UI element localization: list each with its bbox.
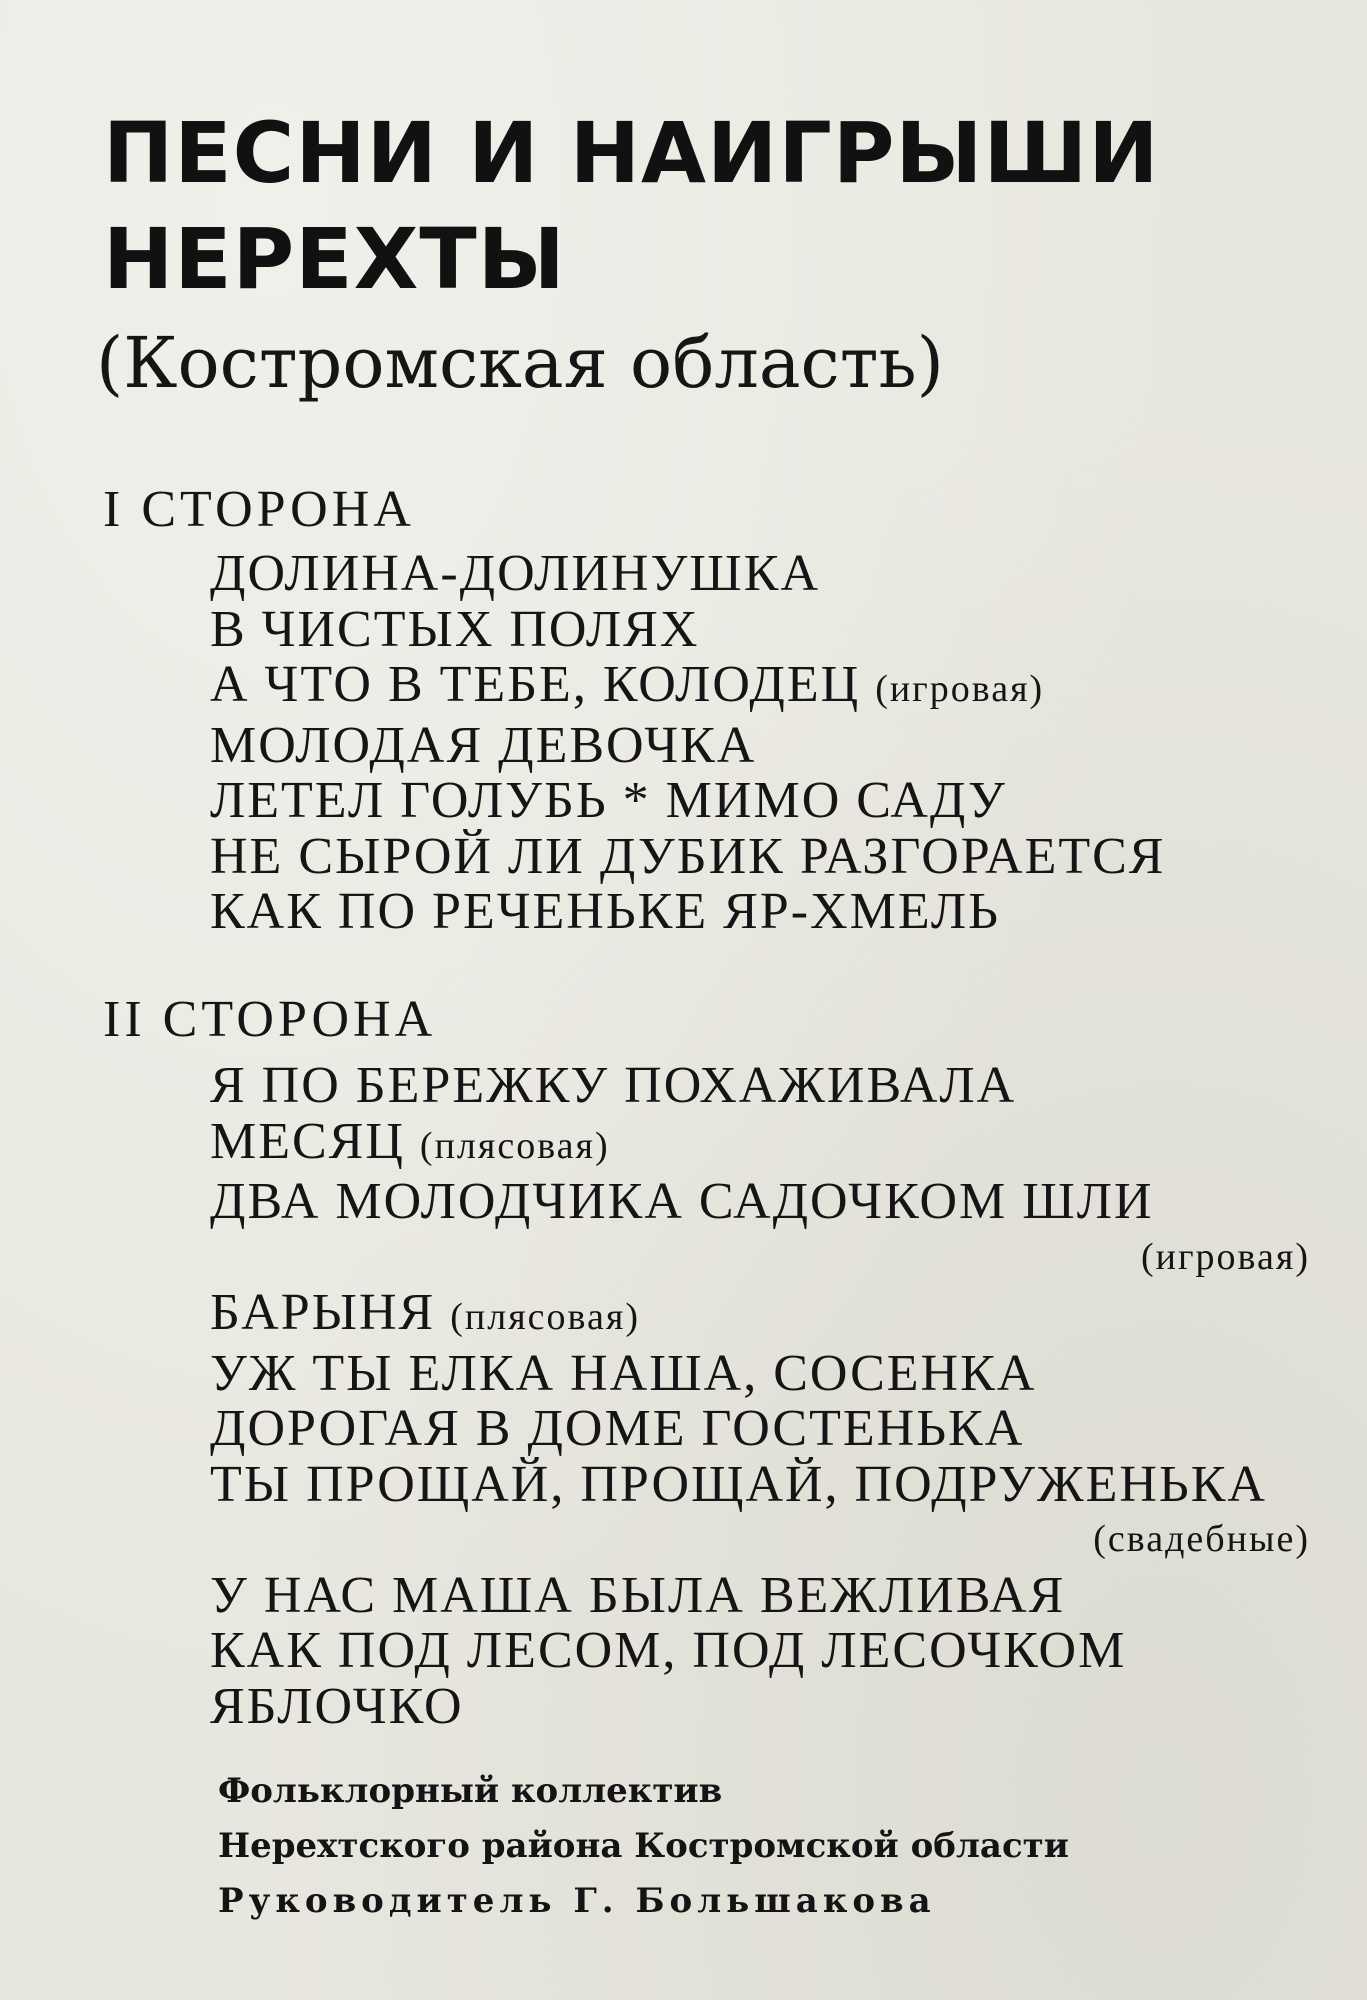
track-note: (плясовая)	[450, 1296, 640, 1338]
track-note: (игровая)	[875, 668, 1045, 710]
side-2-track-list	[210, 1058, 1310, 1734]
track-item	[210, 773, 1165, 829]
album-title	[103, 100, 1160, 312]
track-item	[210, 546, 1165, 602]
side-1-heading: I СТОРОНА	[103, 481, 415, 538]
track-title: НЕ СЫРОЙ ЛИ ДУБИК РАЗГОРАЕТСЯ	[210, 827, 1166, 885]
track-title: УЖ ТЫ ЕЛКА НАША, СОСЕНКА	[210, 1344, 1037, 1402]
track-title: ЯБЛОЧКО	[210, 1677, 464, 1735]
track-note: (свадебные)	[1093, 1518, 1310, 1560]
track-note: (плясовая)	[419, 1124, 610, 1167]
track-item	[210, 1285, 1310, 1346]
track-item	[210, 1512, 1310, 1568]
track-title: КАК ПО РЕЧЕНЬКЕ ЯР-ХМЕЛЬ	[210, 883, 1001, 940]
track-title: ДОЛИНА-ДОЛИНУШКА	[210, 545, 820, 602]
track-title: У НАС МАША БЫЛА ВЕЖЛИВАЯ	[210, 1566, 1066, 1624]
track-item	[210, 1679, 1310, 1735]
track-title: А ЧТО В ТЕБЕ, КОЛОДЕЦ	[210, 656, 861, 713]
track-item	[210, 1568, 1310, 1624]
track-item	[210, 657, 1165, 718]
track-item	[210, 1346, 1310, 1402]
track-note: (игровая)	[1140, 1235, 1310, 1278]
track-title: БАРЫНЯ	[210, 1284, 436, 1341]
track-item	[210, 602, 1165, 658]
track-title: ДВА МОЛОДЧИКА САДОЧКОМ ШЛИ	[210, 1173, 1154, 1230]
album-subtitle: (Костромская область)	[96, 322, 944, 404]
album-title-line-2: НЕРЕХТЫ	[103, 210, 566, 308]
album-title-line-1: ПЕСНИ И НАИГРЫШИ	[103, 104, 1160, 202]
track-item	[210, 1457, 1310, 1513]
track-title: В ЧИСТЫХ ПОЛЯХ	[210, 600, 700, 658]
track-item	[210, 1058, 1310, 1114]
track-item	[210, 1401, 1310, 1457]
track-title: МЕСЯЦ	[210, 1112, 405, 1170]
track-item	[210, 718, 1165, 774]
track-item	[210, 1114, 1310, 1175]
credits-ensemble: Фольклорный коллектив	[218, 1771, 723, 1811]
side-1-track-list	[210, 546, 1165, 940]
credits-district: Нерехтского района Костромской области	[218, 1826, 1069, 1866]
track-title: ДОРОГАЯ В ДОМЕ ГОСТЕНЬКА	[210, 1400, 1025, 1457]
track-title: Я ПО БЕРЕЖКУ ПОХАЖИВАЛА	[210, 1057, 1017, 1114]
track-title: МОЛОДАЯ ДЕВОЧКА	[210, 716, 757, 774]
track-item	[210, 829, 1165, 885]
track-title: ТЫ ПРОЩАЙ, ПРОЩАЙ, ПОДРУЖЕНЬКА	[210, 1455, 1267, 1513]
side-2-heading: II СТОРОНА	[103, 991, 437, 1048]
track-item	[210, 1230, 1310, 1286]
track-item	[210, 1623, 1310, 1679]
track-title: КАК ПОД ЛЕСОМ, ПОД ЛЕСОЧКОМ	[210, 1622, 1127, 1679]
credits-director: Руководитель Г. Большакова	[218, 1881, 936, 1921]
track-item	[210, 1174, 1310, 1230]
track-title: ЛЕТЕЛ ГОЛУБЬ * МИМО САДУ	[210, 772, 1007, 829]
track-item	[210, 884, 1165, 940]
credits	[218, 1764, 1069, 1929]
